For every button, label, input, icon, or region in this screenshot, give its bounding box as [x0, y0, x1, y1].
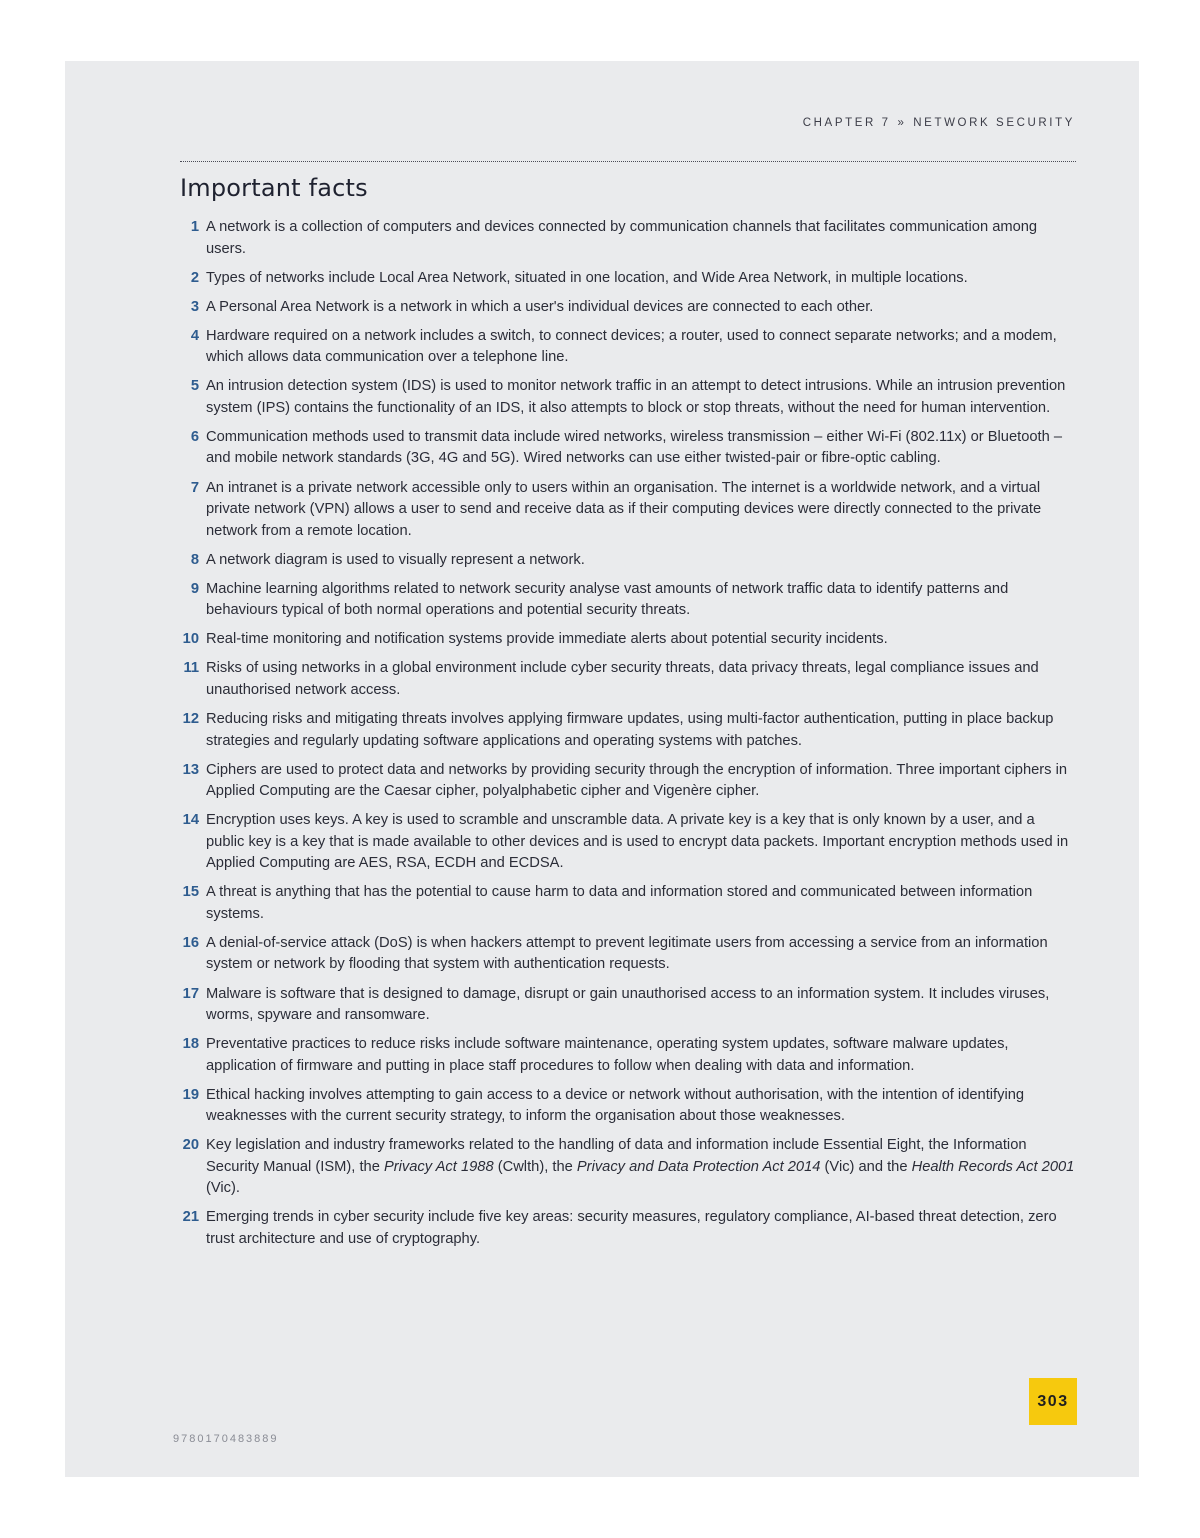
- isbn: 9780170483889: [173, 1433, 279, 1445]
- fact-number: 5: [190, 378, 199, 395]
- fact-item: [175, 579, 1077, 622]
- fact-number: 16: [182, 934, 199, 951]
- running-header: [803, 117, 1075, 129]
- fact-number: 12: [182, 711, 199, 728]
- fact-number: 1: [190, 219, 199, 235]
- fact-item: [175, 376, 1077, 419]
- section-title: Important facts: [180, 174, 368, 202]
- fact-text: An intranet is a private network accessible only to users within an organisation. The internet is a worldwide network, and a virtual private network (VPN) allows a user to send and receive data as if their computing devices were directly connected to the private network from a remote location.: [206, 479, 1042, 539]
- fact-item: [175, 709, 1077, 752]
- fact-item: [175, 984, 1077, 1027]
- fact-text: Real-time monitoring and notification systems provide immediate alerts about potential security incidents.: [206, 631, 888, 648]
- fact-text: Encryption uses keys. A key is used to scramble and unscramble data. A private key is a key that is only known by a user, and a public key is a key that is made available to other devices and is used to encrypt data packets. Important encryption methods used in Applied Computing are AES, RSA, ECDH and ECDSA.: [206, 812, 1069, 872]
- fact-text: Risks of using networks in a global environment include cyber security threats, data privacy threats, legal compliance issues and unauthorised network access.: [206, 660, 1039, 698]
- fact-item: [175, 217, 1077, 260]
- fact-text: Hardware required on a network includes a switch, to connect devices; a router, used to connect separate networks; and a modem, which allows data communication over a telephone line.: [206, 327, 1057, 366]
- chapter-label: CHAPTER 7: [802, 117, 891, 129]
- fact-text: Preventative practices to reduce risks include software maintenance, operating system updates, software malware updates, application of firmware and putting in place staff procedures to follow when dealing with data and information.: [206, 1036, 1009, 1074]
- dotted-rule: [180, 161, 1076, 162]
- fact-item: [175, 1034, 1077, 1077]
- fact-number: 14: [182, 812, 199, 829]
- section-label: NETWORK SECURITY: [913, 117, 1075, 129]
- fact-text: Emerging trends in cyber security include five key areas: security measures, regulatory compliance, AI-based threat detection, zero trust architecture and use of cryptography.: [206, 1209, 1057, 1247]
- fact-number: 18: [182, 1036, 199, 1053]
- fact-item: [175, 1085, 1077, 1128]
- fact-number: 9: [190, 580, 199, 597]
- fact-item: [175, 1207, 1077, 1250]
- fact-item: [175, 550, 1077, 572]
- fact-text: [206, 1137, 1074, 1196]
- fact-number: 2: [190, 269, 199, 286]
- fact-number: 11: [183, 660, 199, 677]
- act-title: Health Records Act 2001: [911, 1158, 1075, 1175]
- fact-item: [175, 478, 1077, 543]
- fact-text: Machine learning algorithms related to network security analyse vast amounts of network traffic data to identify patterns and behaviours typical of both normal operations and potential security threats.: [206, 580, 1009, 619]
- fact-item: [175, 810, 1077, 875]
- fact-number: 21: [182, 1209, 199, 1226]
- fact-text-segment: Key legislation and industry frameworks related to the handling of data and information include Essential Eight, the Information Security Manual (ISM), the: [206, 1137, 1027, 1175]
- fact-text-segment: (Vic) and the: [820, 1158, 912, 1175]
- fact-item: [175, 427, 1077, 470]
- fact-text: A denial-of-service attack (DoS) is when hackers attempt to prevent legitimate users from accessing a service from an information system or network by flooding that system with authentication requests.: [206, 934, 1048, 973]
- fact-number: 13: [182, 761, 199, 778]
- fact-number: 17: [182, 985, 199, 1002]
- fact-number: 20: [182, 1137, 199, 1154]
- page-number: 303: [1037, 1392, 1069, 1410]
- fact-number: 6: [190, 428, 199, 445]
- fact-item: [175, 297, 1077, 319]
- fact-text: A Personal Area Network is a network in which a user's individual devices are connected to each other.: [206, 298, 874, 315]
- fact-number: 7: [190, 479, 199, 496]
- fact-item: [175, 933, 1077, 976]
- fact-item: [175, 658, 1077, 701]
- fact-text-segment: (Cwlth), the: [493, 1158, 577, 1175]
- fact-number: 15: [182, 884, 199, 901]
- facts-list: [175, 217, 1077, 1258]
- fact-text: A network is a collection of computers and devices connected by communication channels that facilitates communication among users.: [206, 219, 1038, 257]
- header-separator: »: [897, 117, 907, 129]
- fact-text: Types of networks include Local Area Network, situated in one location, and Wide Area Network, in multiple locations.: [206, 269, 968, 286]
- fact-text: Ciphers are used to protect data and networks by providing security through the encryption of information. Three important ciphers in Applied Computing are the Caesar cipher, polyalphabetic cipher and Vigenère cipher.: [206, 761, 1068, 800]
- act-title: Privacy Act 1988: [383, 1158, 494, 1175]
- fact-text: A network diagram is used to visually represent a network.: [206, 551, 585, 568]
- fact-item: [175, 882, 1077, 925]
- fact-item: [175, 629, 1077, 651]
- act-title: Privacy and Data Protection Act 2014: [576, 1158, 821, 1175]
- fact-item: [175, 268, 1077, 290]
- fact-number: 10: [182, 631, 199, 648]
- fact-text-segment: (Vic).: [206, 1180, 241, 1197]
- fact-text: Reducing risks and mitigating threats involves applying firmware updates, using multi-factor authentication, putting in place backup strategies and regularly updating software applications and operating systems with patches.: [206, 711, 1054, 749]
- fact-item: [175, 1135, 1077, 1200]
- fact-text: Malware is software that is designed to damage, disrupt or gain unauthorised access to an information system. It includes viruses, worms, spyware and ransomware.: [206, 985, 1050, 1023]
- fact-number: 3: [190, 298, 199, 315]
- fact-item: [175, 326, 1077, 369]
- fact-text: An intrusion detection system (IDS) is used to monitor network traffic in an attempt to detect intrusions. While an intrusion prevention system (IPS) contains the functionality of an IDS, it also attempts to block or stop threats, without the need for human intervention.: [206, 378, 1066, 416]
- fact-number: 4: [190, 327, 199, 344]
- fact-item: [175, 760, 1077, 803]
- fact-text: Ethical hacking involves attempting to gain access to a device or network without authorisation, with the intention of identifying weaknesses with the current security strategy, to inform the organisation about those weaknesses.: [206, 1086, 1025, 1125]
- book-page: [65, 61, 1139, 1477]
- fact-text: A threat is anything that has the potential to cause harm to data and information stored and communicated between information systems.: [206, 884, 1033, 922]
- fact-number: 19: [182, 1086, 199, 1103]
- fact-number: 8: [190, 551, 199, 568]
- fact-text: Communication methods used to transmit data include wired networks, wireless transmission – either Wi-Fi (802.11x) or Bluetooth – and mobile network standards (3G, 4G and 5G). Wired networks can use either twisted-pair or fibre-optic cabling.: [206, 428, 1063, 467]
- page-number-badge: [1029, 1378, 1077, 1425]
